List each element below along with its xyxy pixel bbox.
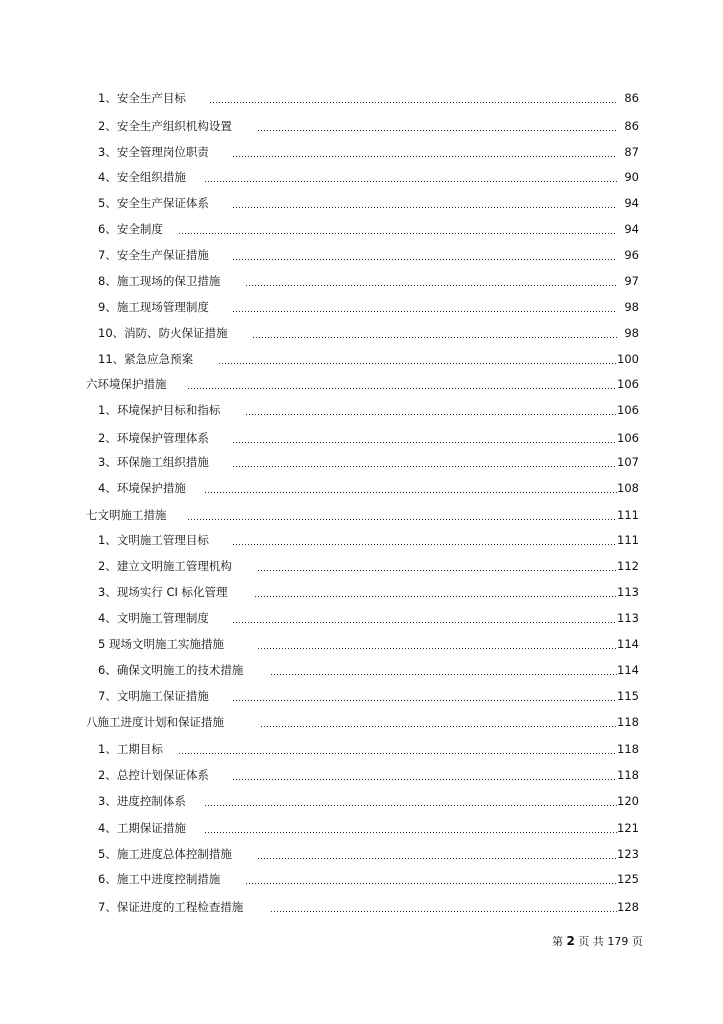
toc-entry-title: 9、施工现场管理制度 bbox=[98, 299, 215, 315]
toc-entry[interactable] bbox=[98, 247, 639, 263]
toc-leader-dots bbox=[257, 846, 617, 862]
toc-entry-page-number: 114 bbox=[617, 637, 639, 651]
toc-entry[interactable] bbox=[98, 899, 639, 915]
toc-entry[interactable] bbox=[98, 221, 639, 237]
toc-leader-dots bbox=[187, 376, 617, 392]
toc-leader-dots bbox=[178, 221, 617, 237]
toc-entry-page-number: 107 bbox=[617, 455, 639, 469]
toc-entry[interactable] bbox=[98, 871, 639, 887]
toc-leader-dots bbox=[232, 610, 617, 626]
toc-leader-dots bbox=[232, 454, 617, 470]
toc-entry[interactable] bbox=[98, 688, 639, 704]
toc-entry[interactable] bbox=[98, 636, 639, 652]
toc-leader-dots bbox=[270, 899, 617, 915]
toc-entry-title: 11、紧急应急预案 bbox=[98, 351, 199, 367]
toc-entry-page-number: 123 bbox=[617, 847, 639, 861]
toc-entry-title: 10、消防、防火保证措施 bbox=[98, 325, 234, 341]
toc-entry-page-number: 118 bbox=[617, 768, 639, 782]
toc-entry-title: 1、环境保护目标和指标 bbox=[98, 402, 226, 418]
toc-entry-page-number: 106 bbox=[617, 377, 639, 391]
toc-entry-page-number: 96 bbox=[624, 248, 639, 262]
toc-entry[interactable] bbox=[98, 454, 639, 470]
toc-entry-title: 6、安全制度 bbox=[98, 221, 169, 237]
toc-entry[interactable] bbox=[98, 144, 639, 160]
page-footer bbox=[552, 934, 643, 949]
toc-leader-dots bbox=[232, 247, 617, 263]
toc-leader-dots bbox=[245, 273, 617, 289]
toc-entry-title: 5、安全生产保证体系 bbox=[98, 195, 215, 211]
toc-entry[interactable] bbox=[98, 846, 639, 862]
toc-entry[interactable] bbox=[98, 558, 639, 574]
toc-entry-title: 6、施工中进度控制措施 bbox=[98, 871, 226, 887]
toc-leader-dots bbox=[257, 636, 617, 652]
toc-leader-dots bbox=[232, 532, 617, 548]
toc-entry-page-number: 87 bbox=[624, 145, 639, 159]
toc-entry-page-number: 111 bbox=[617, 533, 639, 547]
toc-entry-title: 6、确保文明施工的技术措施 bbox=[98, 662, 249, 678]
toc-entry-title: 3、现场实行 CI 标化管理 bbox=[98, 584, 234, 600]
toc-entry[interactable] bbox=[98, 820, 639, 836]
toc-entry-title: 2、总控计划保证体系 bbox=[98, 767, 215, 783]
toc-entry-page-number: 98 bbox=[624, 300, 639, 314]
toc-entry-title: 7、文明施工保证措施 bbox=[98, 688, 215, 704]
footer-middle: 页 共 bbox=[578, 935, 604, 948]
toc-leader-dots bbox=[254, 584, 617, 600]
toc-leader-dots bbox=[204, 169, 617, 185]
toc-entry[interactable] bbox=[86, 507, 639, 523]
footer-suffix: 页 bbox=[631, 935, 643, 948]
current-page-number: 2 bbox=[566, 934, 575, 948]
toc-leader-dots bbox=[178, 741, 617, 757]
toc-entry-title: 1、工期目标 bbox=[98, 741, 169, 757]
toc-leader-dots bbox=[204, 480, 617, 496]
toc-leader-dots bbox=[187, 507, 617, 523]
toc-entry[interactable] bbox=[98, 430, 639, 446]
toc-entry-title: 七文明施工措施 bbox=[86, 507, 173, 523]
toc-entry[interactable] bbox=[86, 714, 639, 730]
toc-leader-dots bbox=[252, 325, 617, 341]
toc-entry-page-number: 97 bbox=[624, 274, 639, 288]
toc-entry-title: 六环境保护措施 bbox=[86, 376, 173, 392]
toc-entry-title: 2、建立文明施工管理机构 bbox=[98, 558, 238, 574]
toc-entry-page-number: 98 bbox=[624, 326, 639, 340]
toc-entry-title: 2、环境保护管理体系 bbox=[98, 430, 215, 446]
toc-entry-title: 7、保证进度的工程检查措施 bbox=[98, 899, 249, 915]
toc-entry-page-number: 94 bbox=[624, 196, 639, 210]
toc-entry[interactable] bbox=[98, 195, 639, 211]
toc-entry[interactable] bbox=[98, 325, 639, 341]
toc-entry[interactable] bbox=[98, 299, 639, 315]
toc-entry[interactable] bbox=[98, 662, 639, 678]
toc-entry-page-number: 115 bbox=[617, 689, 639, 703]
toc-entry-page-number: 86 bbox=[624, 119, 639, 133]
toc-leader-dots bbox=[209, 90, 617, 106]
toc-entry-page-number: 128 bbox=[617, 900, 639, 914]
toc-entry-page-number: 90 bbox=[624, 170, 639, 184]
toc-leader-dots bbox=[232, 767, 617, 783]
toc-entry-page-number: 118 bbox=[617, 715, 639, 729]
toc-entry[interactable] bbox=[98, 402, 639, 418]
toc-leader-dots bbox=[257, 118, 617, 134]
toc-leader-dots bbox=[232, 144, 617, 160]
toc-entry-title: 5 现场文明施工实施措施 bbox=[98, 636, 230, 652]
toc-entry-title: 3、安全管理岗位职责 bbox=[98, 144, 215, 160]
toc-entry[interactable] bbox=[98, 351, 639, 367]
toc-entry-page-number: 121 bbox=[617, 821, 639, 835]
toc-leader-dots bbox=[204, 820, 617, 836]
toc-entry-page-number: 125 bbox=[617, 872, 639, 886]
toc-entry[interactable] bbox=[98, 767, 639, 783]
toc-leader-dots bbox=[204, 793, 617, 809]
toc-leader-dots bbox=[232, 430, 617, 446]
footer-prefix: 第 bbox=[552, 935, 563, 948]
toc-entry[interactable] bbox=[98, 610, 639, 626]
toc-entry-page-number: 114 bbox=[617, 663, 639, 677]
toc-entry[interactable] bbox=[98, 169, 639, 185]
toc-entry-page-number: 113 bbox=[617, 585, 639, 599]
toc-leader-dots bbox=[232, 688, 617, 704]
toc-leader-dots bbox=[245, 871, 617, 887]
toc-entry-title: 7、安全生产保证措施 bbox=[98, 247, 215, 263]
toc-entry-title: 4、环境保护措施 bbox=[98, 480, 192, 496]
toc-entry-title: 3、环保施工组织措施 bbox=[98, 454, 215, 470]
toc-entry-title: 2、安全生产组织机构设置 bbox=[98, 118, 238, 134]
toc-entry-title: 4、文明施工管理制度 bbox=[98, 610, 215, 626]
toc-leader-dots bbox=[245, 402, 617, 418]
toc-entry-page-number: 112 bbox=[617, 559, 639, 573]
toc-entry-title: 4、工期保证措施 bbox=[98, 820, 192, 836]
toc-entry[interactable] bbox=[98, 118, 639, 134]
toc-entry-title: 1、文明施工管理目标 bbox=[98, 532, 215, 548]
toc-entry-page-number: 111 bbox=[617, 508, 639, 522]
toc-leader-dots bbox=[232, 195, 617, 211]
toc-entry[interactable] bbox=[98, 90, 639, 106]
toc-entry-page-number: 113 bbox=[617, 611, 639, 625]
toc-entry[interactable] bbox=[98, 741, 639, 757]
toc-entry[interactable] bbox=[98, 480, 639, 496]
toc-entry-title: 5、施工进度总体控制措施 bbox=[98, 846, 238, 862]
toc-entry-page-number: 94 bbox=[624, 222, 639, 236]
toc-entry[interactable] bbox=[86, 376, 639, 392]
toc-entry-page-number: 106 bbox=[617, 403, 639, 417]
toc-leader-dots bbox=[232, 299, 617, 315]
toc-entry-title: 8、施工现场的保卫措施 bbox=[98, 273, 226, 289]
toc-entry-title: 4、安全组织措施 bbox=[98, 169, 192, 185]
toc-entry-title: 八施工进度计划和保证措施 bbox=[86, 714, 230, 730]
toc-entry-page-number: 86 bbox=[624, 91, 639, 105]
toc-entry-title: 3、进度控制体系 bbox=[98, 793, 192, 809]
total-page-count: 179 bbox=[607, 935, 629, 948]
toc-entry[interactable] bbox=[98, 532, 639, 548]
toc-entry-page-number: 118 bbox=[617, 742, 639, 756]
toc-entry-page-number: 108 bbox=[617, 481, 639, 495]
toc-entry[interactable] bbox=[98, 584, 639, 600]
toc-entry-page-number: 106 bbox=[617, 431, 639, 445]
toc-entry[interactable] bbox=[98, 273, 639, 289]
toc-entry-title: 1、安全生产目标 bbox=[98, 90, 192, 106]
toc-leader-dots bbox=[270, 662, 617, 678]
toc-entry-page-number: 100 bbox=[617, 352, 639, 366]
toc-entry-page-number: 120 bbox=[617, 794, 639, 808]
toc-leader-dots bbox=[260, 714, 617, 730]
toc-entry[interactable] bbox=[98, 793, 639, 809]
toc-leader-dots bbox=[218, 351, 617, 367]
toc-leader-dots bbox=[257, 558, 617, 574]
